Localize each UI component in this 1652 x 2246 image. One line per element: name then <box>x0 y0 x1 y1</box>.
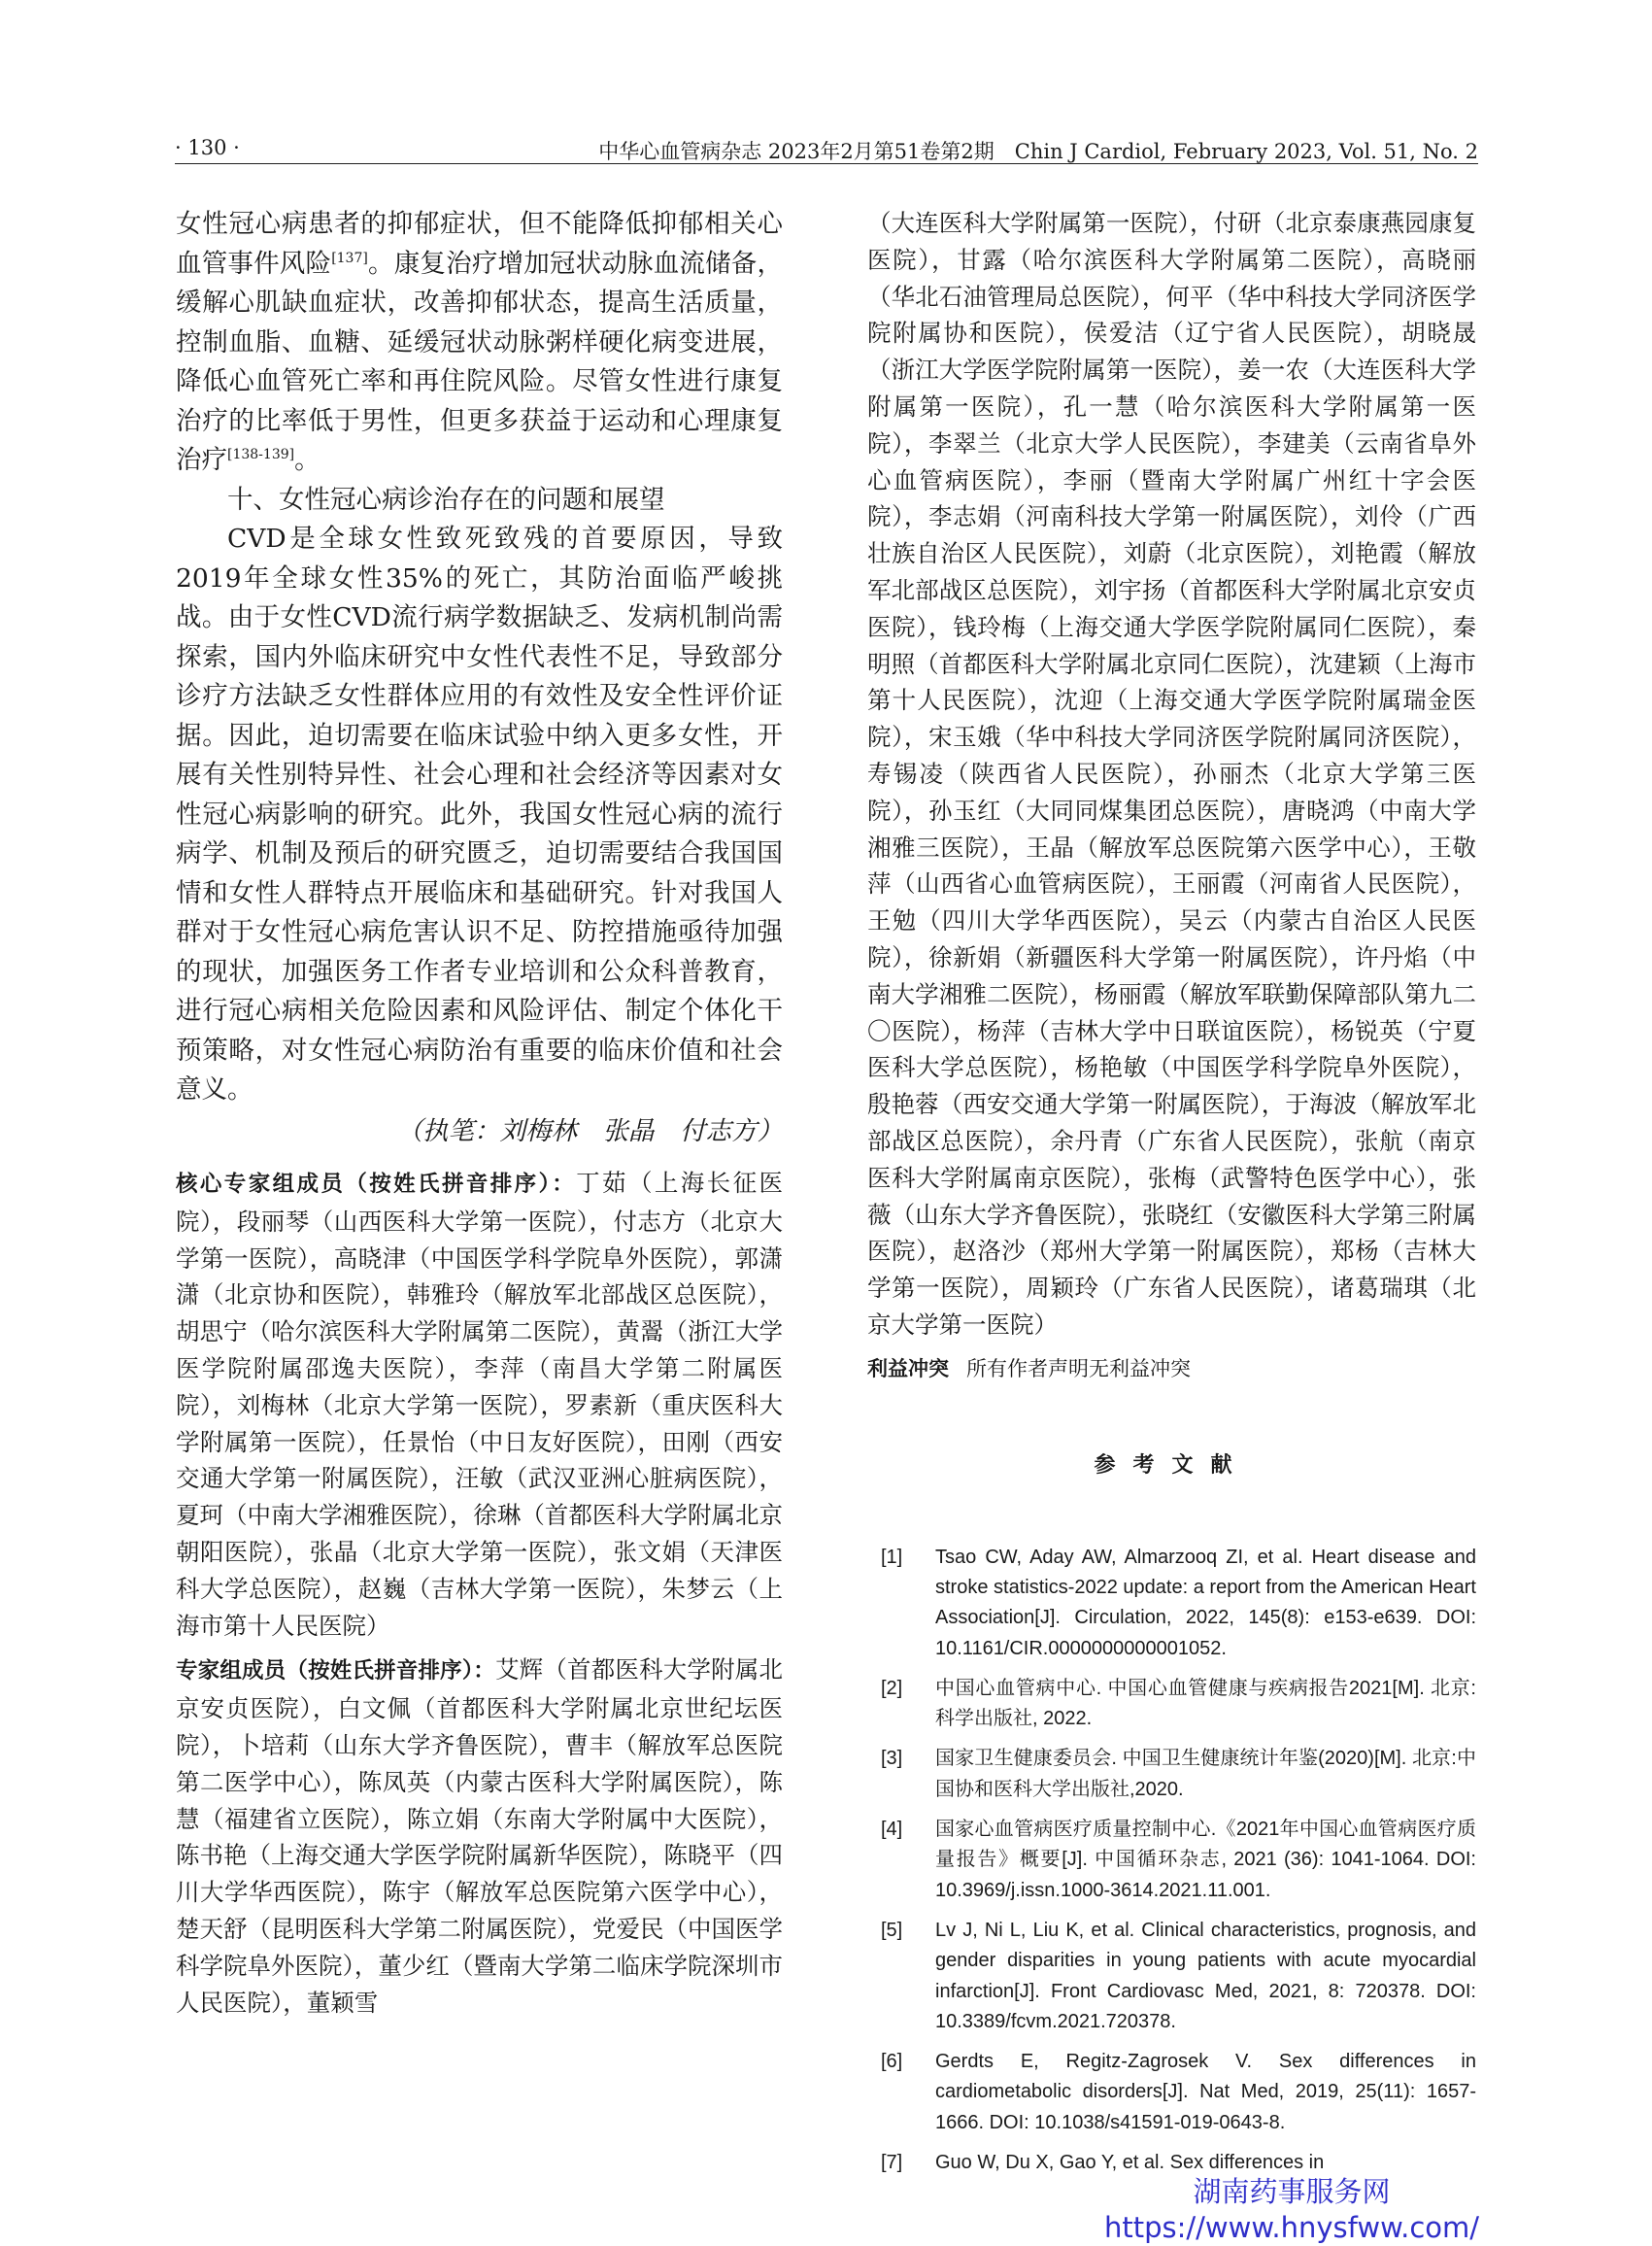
reference-number: [4] <box>881 1819 903 1841</box>
page-number: · 130 · <box>175 136 240 159</box>
reference-item <box>867 1744 1476 1805</box>
reference-text: 国家心血管病医疗质量控制中心.《2021年中国心血管病医疗质量报告》概要[J]. 中国循环杂志, 2021 (36): 1041-1064. DOI: 10.3969/j.issn.1000-3614.2021.11.001. <box>935 1819 1476 1901</box>
journal-citation: 中华心血管病杂志 2023年2月第51卷第2期 Chin J Cardiol, February 2023, Vol. 51, No. 2 <box>598 140 1478 163</box>
author-signature: （执笔：刘梅林 张晶 付志方） <box>396 1115 783 1146</box>
citation-138-139[interactable]: [138-139] <box>227 447 295 463</box>
reference-number: [2] <box>881 1677 903 1699</box>
core-expert-label: 核心专家组成员（按姓氏拼音排序）： <box>176 1172 577 1197</box>
reference-item <box>867 2047 1476 2138</box>
paragraph-rehab: 女性冠心病患者的抑郁症状，但不能降低抑郁相关心血管事件风险[137]。康复治疗增加冠状动脉血流储备，缓解心肌缺血症状，改善抑郁状态，提高生活质量，控制血脂、血糖、延缓冠状动脉粥样硬化病变进展，降低心血管死亡率和再住院风险。尽管女性进行康复治疗的比率低于男性，但更多获益于运动和心理康复治疗[138-139]。 <box>176 209 784 475</box>
citation-137[interactable]: [137] <box>331 250 368 266</box>
reference-text: Tsao CW, Aday AW, Almarzooq ZI, et al. Heart disease and stroke statistics-2022 update: a report from the American Heart Association[J]. Circulation, 2022, 145(8): e153-e639. DOI: 10.1161/CIR.0000000000001052. <box>935 1546 1476 1659</box>
reference-number: [6] <box>881 2051 903 2073</box>
reference-text: Guo W, Du X, Gao Y, et al. Sex differences in <box>935 2152 1325 2174</box>
reference-text: 中国心血管病中心. 中国心血管健康与疾病报告2021[M]. 北京:科学出版社, 2022. <box>935 1677 1476 1730</box>
website-watermark[interactable] <box>1097 2174 1486 2246</box>
section-title: 十、女性冠心病诊治存在的问题和展望 <box>227 484 665 515</box>
right-column <box>867 205 1476 2188</box>
reference-text: 国家卫生健康委员会. 中国卫生健康统计年鉴(2020)[M]. 北京:中国协和医科大学出版社,2020. <box>935 1748 1476 1800</box>
watermark-url[interactable]: https://www.hnysfww.com/ <box>1103 2211 1480 2244</box>
reference-number: [3] <box>881 1748 903 1770</box>
reference-item <box>867 1916 1476 2037</box>
left-column <box>176 205 783 2028</box>
reference-number: [1] <box>881 1546 903 1568</box>
expert-list: 专家组成员（按姓氏拼音排序）：艾辉（首都医科大学附属北京安贞医院），白文佩（首都医科大学附属北京世纪坛医院），卜培莉（山东大学齐鲁医院），曹丰（解放军总医院第二医学中心），陈凤英（内蒙古医科大学附属医院），陈慧（福建省立医院），陈立娟（东南大学附属中大医院），陈书艳（上海交通大学医学院附属新华医院），陈晓平（四川大学华西医院），陈宇（解放军总医院第六医学中心），楚天舒（昆明医科大学第二附属医院），党爱民（中国医学科学院阜外医院），董少红（暨南大学第二临床学院深圳市人民医院），董颖雪 <box>176 1655 783 2017</box>
conflict-of-interest: 利益冲突 所有作者声明无利益冲突 <box>867 1356 1191 1380</box>
reference-text: Gerdts E, Regitz-Zagrosek V. Sex differences in cardiometabolic disorders[J]. Nat Med, 2019, 25(11): 1657-1666. DOI: 10.1038/s41591-019-0643-8. <box>935 2051 1476 2133</box>
reference-number: [7] <box>881 2152 903 2174</box>
expert-list-continued: （大连医科大学附属第一医院），付研（北京泰康燕园康复医院），甘露（哈尔滨医科大学附属第二医院），高晓丽（华北石油管理局总医院），何平（华中科技大学同济医学院附属协和医院），侯爱洁（辽宁省人民医院），胡晓晟（浙江大学医学院附属第一医院），姜一农（大连医科大学附属第一医院），孔一慧（哈尔滨医科大学附属第一医院），李翠兰（北京大学人民医院），李建美（云南省阜外心血管病医院），李丽（暨南大学附属广州红十字会医院），李志娟（河南科技大学第一附属医院），刘伶（广西壮族自治区人民医院），刘蔚（北京医院），刘艳霞（解放军北部战区总医院），刘宇扬（首都医科大学附属北京安贞医院），钱玲梅（上海交通大学医学院附属同仁医院），秦明照（首都医科大学附属北京同仁医院），沈建颖（上海市第十人民医院），沈迎（上海交通大学医学院附属瑞金医院），宋玉娥（华中科技大学同济医学院附属同济医院），寿锡凌（陕西省人民医院），孙丽杰（北京大学第三医院），孙玉红（大同同煤集团总医院），唐晓鸿（中南大学湘雅三医院），王晶（解放军总医院第六医学中心），王敬萍（山西省心血管病医院），王丽霞（河南省人民医院），王勉（四川大学华西医院），吴云（内蒙古自治区人民医院），徐新娟（新疆医科大学第一附属医院），许丹焰（中南大学湘雅二医院），杨丽霞（解放军联勤保障部队第九二〇医院），杨萍（吉林大学中日联谊医院），杨锐英（宁夏医科大学总医院），杨艳敏（中国医学科学院阜外医院），殷艳蓉（西安交通大学第一附属医院），于海波（解放军北部战区总医院），余丹青（广东省人民医院），张航（南京医科大学附属南京医院），张梅（武警特色医学中心），张薇（山东大学齐鲁医院），张晓红（安徽医科大学第三附属医院），赵洛沙（郑州大学第一附属医院），郑杨（吉林大学第一医院），周颖玲（广东省人民医院），诸葛瑞琪（北京大学第一医院） <box>867 209 1476 1339</box>
reference-item <box>867 1674 1476 1735</box>
expert-label: 专家组成员（按姓氏拼音排序）： <box>176 1658 495 1684</box>
paragraph-outlook: CVD是全球女性致死致残的首要原因，导致2019年全球女性35%的死亡，其防治面临严峻挑战。由于女性CVD流行病学数据缺乏、发病机制尚需探索，国内外临床研究中女性代表性不足，导致部分诊疗方法缺乏女性群体应用的有效性及安全性评价证据。因此，迫切需要在临床试验中纳入更多女性，开展有关性别特异性、社会心理和社会经济等因素对女性冠心病影响的研究。此外，我国女性冠心病的流行病学、机制及预后的研究匮乏，迫切需要结合我国国情和女性人群特点开展临床和基础研究。针对我国人群对于女性冠心病危害认识不足、防控措施亟待加强的现状，加强医务工作者专业培训和公众科普教育，进行冠心病相关危险因素和风险评估、制定个体化干预策略，对女性冠心病防治有重要的临床价值和社会意义。 <box>176 524 783 1105</box>
references-title: 参考文献 <box>1094 1452 1250 1478</box>
running-header <box>175 134 1478 165</box>
watermark-site-name: 湖南药事服务网 <box>1193 2175 1391 2208</box>
core-expert-list: 核心专家组成员（按姓氏拼音排序）：丁茹（上海长征医院），段丽琴（山西医科大学第一医院），付志方（北京大学第一医院），高晓津（中国医学科学院阜外医院），郭潇潇（北京协和医院），韩雅玲（解放军北部战区总医院），胡思宁（哈尔滨医科大学附属第二医院），黄翯（浙江大学医学院附属邵逸夫医院），李萍（南昌大学第二附属医院），刘梅林（北京大学第一医院），罗素新（重庆医科大学附属第一医院），任景怡（中日友好医院），田刚（西安交通大学第一附属医院），汪敏（武汉亚洲心脏病医院），夏珂（中南大学湘雅医院），徐琳（首都医科大学附属北京朝阳医院），张晶（北京大学第一医院），张文娟（天津医科大学总医院），赵巍（吉林大学第一医院），朱梦云（上海市第十人民医院） <box>176 1169 783 1640</box>
reference-item <box>867 1815 1476 1906</box>
reference-list <box>867 1543 1476 2179</box>
conflict-label: 利益冲突 <box>867 1356 949 1380</box>
reference-item <box>867 1543 1476 1664</box>
header-rule <box>175 163 1478 164</box>
reference-text: Lv J, Ni L, Liu K, et al. Clinical characteristics, prognosis, and gender disparities in young patients with acute myocardial infarction[J]. Front Cardiovasc Med, 2021, 8: 720378. DOI: 10.3389/fcvm.2021.720378. <box>935 1919 1476 2032</box>
reference-number: [5] <box>881 1919 903 1941</box>
